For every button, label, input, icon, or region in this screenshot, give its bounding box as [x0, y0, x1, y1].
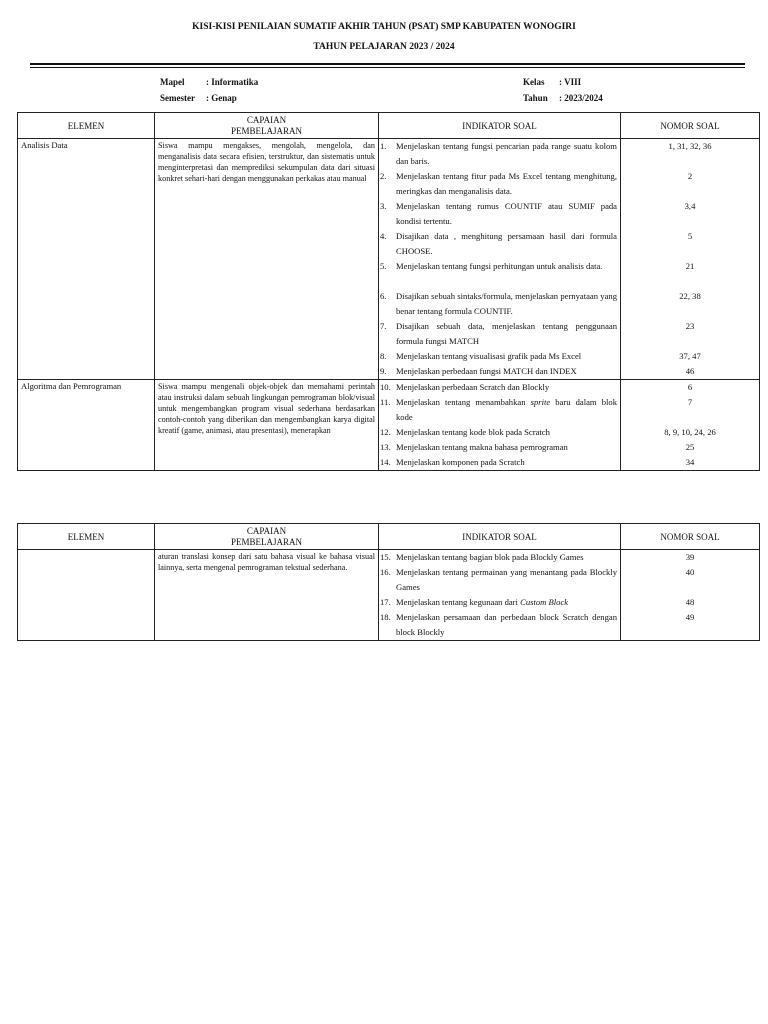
meta-semester	[160, 93, 237, 103]
nomor-soal: 49	[685, 612, 695, 622]
elemen-cell: Analisis Data	[18, 139, 155, 380]
col-header-capaian-line1: CAPAIAN	[246, 114, 287, 125]
col-header-capaian-line1: CAPAIAN	[246, 525, 287, 536]
indikator-cell	[379, 380, 621, 471]
nomor-soal: 34	[685, 457, 695, 467]
meta-tahun-label: Tahun	[523, 93, 548, 103]
nomor-soal: 40	[685, 567, 695, 577]
nomor-soal: 5	[687, 231, 693, 241]
indikator-item: 9. Menjelaskan perbedaan fungsi MATCH dan INDEX	[380, 366, 577, 376]
indikator-item: 8. Menjelaskan tentang visualisasi grafik pada Ms Excel	[380, 351, 582, 361]
indikator-item: 7. Disajikan sebuah data, menjelaskan tentang penggunaan formula fungsi MATCH	[380, 321, 617, 346]
nomor-soal: 7	[687, 397, 693, 407]
indikator-item: 1. Menjelaskan tentang fungsi pencarian pada range suatu kolom dan baris.	[380, 141, 617, 166]
meta-semester-label: Semester	[160, 93, 195, 103]
capaian-cell: Siswa mampu mengakses, mengolah, mengelola, dan menganalisis data secara efisien, terstruktur, dan sistematis untuk menginterpretasi dan memprediksi sekumpulan data dari situasi konkret sehari-hari dengan menggunakan perkakas atau manual	[155, 139, 379, 380]
nomor-soal: 3,4	[684, 201, 696, 211]
indikator-item: 3. Menjelaskan tentang rumus COUNTIF atau SUMIF pada kondisi tertentu.	[380, 201, 617, 226]
col-header-nomor: NOMOR SOAL	[621, 113, 760, 139]
indikator-item: 18. Menjelaskan persamaan dan perbedaan block Scratch dengan block Blockly	[380, 612, 617, 637]
capaian-cell: Siswa mampu mengenali objek-objek dan memahami perintah atau instruksi dalam sebuah lingkungan pemrograman blok/visual untuk mengembangkan program visual sederhana berdasarkan contoh-contoh yang diberikan dan mengembangkan karya digital kreatif (game, animasi, atau presentasi), menerapkan	[155, 380, 379, 471]
header-rule-thick	[30, 63, 745, 65]
indikator-item: 6. Disajikan sebuah sintaks/formula, menjelaskan pernyataan yang benar tentang formula COUNTIF.	[380, 291, 617, 316]
nomor-soal: 23	[685, 321, 695, 331]
nomor-soal: 48	[685, 597, 695, 607]
col-header-capaian-line2: PEMBELAJARAN	[230, 125, 302, 136]
nomor-cell	[621, 550, 760, 641]
nomor-soal: 25	[685, 442, 695, 452]
meta-tahun-value: : 2023/2024	[559, 93, 603, 103]
meta-kelas-value: : VIII	[559, 77, 582, 87]
indikator-item: 5. Menjelaskan tentang fungsi perhitungan untuk analisis data.	[380, 261, 603, 271]
nomor-soal: 46	[685, 366, 695, 376]
nomor-cell	[621, 139, 760, 380]
nomor-soal: 1, 31, 32, 36	[668, 141, 712, 151]
indikator-item: 12. Menjelaskan tentang kode blok pada Scratch	[380, 427, 550, 437]
indikator-item: 13. Menjelaskan tentang makna bahasa pemrograman	[380, 442, 568, 452]
table-header-row	[18, 113, 760, 139]
col-header-capaian-line2: PEMBELAJARAN	[230, 536, 302, 547]
table-header-row	[18, 524, 760, 550]
indikator-item: 15. Menjelaskan tentang bagian blok pada Blockly Games	[380, 552, 584, 562]
capaian-cell: aturan translasi konsep dari satu bahasa visual ke bahasa visual lainnya, serta mengenal pemrograman tekstual sederhana.	[155, 550, 379, 641]
indikator-item: 2. Menjelaskan tentang fitur pada Ms Excel tentang menghitung, meringkas dan menganalisis data.	[380, 171, 617, 196]
meta-mapel-label: Mapel	[160, 77, 185, 87]
col-header-capaian	[155, 113, 379, 139]
col-header-nomor: NOMOR SOAL	[621, 524, 760, 550]
elemen-cell	[18, 550, 155, 641]
nomor-soal: 21	[685, 261, 695, 271]
nomor-soal: 37, 47	[679, 351, 701, 361]
document-title: KISI-KISI PENILAIAN SUMATIF AKHIR TAHUN (PSAT) SMP KABUPATEN WONOGIRI	[192, 22, 576, 32]
nomor-soal: 2	[687, 171, 693, 181]
kisi-kisi-table-continued	[17, 523, 760, 641]
col-header-elemen: ELEMEN	[18, 524, 155, 550]
nomor-soal: 22, 38	[679, 291, 701, 301]
elemen-cell: Algoritma dan Pemrograman	[18, 380, 155, 471]
meta-mapel	[160, 77, 258, 87]
indikator-item: 14. Menjelaskan komponen pada Scratch	[380, 457, 525, 467]
table-row	[18, 550, 760, 641]
document-subtitle: TAHUN PELAJARAN 2023 / 2024	[313, 42, 455, 52]
indikator-item: 17. Menjelaskan tentang kegunaan dari Custom Block	[380, 597, 569, 607]
nomor-cell	[621, 380, 760, 471]
table-row	[18, 139, 760, 380]
meta-kelas	[523, 77, 581, 87]
col-header-capaian	[155, 524, 379, 550]
meta-semester-value: : Genap	[206, 93, 237, 103]
indikator-item: 16. Menjelaskan tentang permainan yang menantang pada Blockly Games	[380, 567, 617, 592]
meta-tahun	[523, 93, 603, 103]
nomor-soal: 39	[685, 552, 695, 562]
meta-mapel-value: : Informatika	[206, 77, 259, 87]
col-header-elemen: ELEMEN	[18, 113, 155, 139]
indikator-cell	[379, 550, 621, 641]
indikator-item: 4. Disajikan data , menghitung persamaan hasil dari formula CHOOSE.	[380, 231, 617, 256]
nomor-soal: 6	[687, 382, 693, 392]
col-header-indikator: INDIKATOR SOAL	[379, 113, 621, 139]
meta-kelas-label: Kelas	[523, 77, 545, 87]
nomor-soal: 8, 9, 10, 24, 26	[664, 427, 716, 437]
indikator-item: 11. Menjelaskan tentang menambahkan sprite baru dalam blok kode	[380, 397, 617, 422]
table-row	[18, 380, 760, 471]
header-rule-thin	[30, 67, 745, 68]
indikator-item: 10. Menjelaskan perbedaan Scratch dan Blockly	[380, 382, 550, 392]
indikator-cell	[379, 139, 621, 380]
kisi-kisi-table	[17, 112, 760, 471]
col-header-indikator: INDIKATOR SOAL	[379, 524, 621, 550]
